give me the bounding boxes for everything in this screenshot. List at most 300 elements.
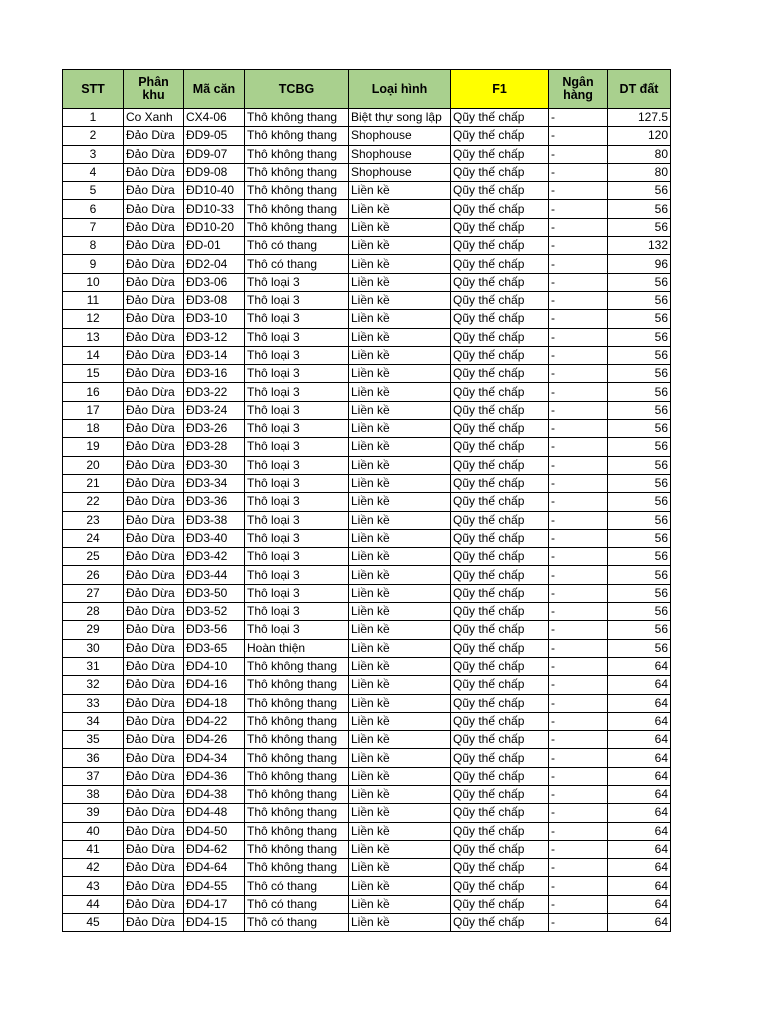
cell-ngan-hang: - (549, 145, 608, 163)
cell-loai-hinh: Liền kề (349, 676, 451, 694)
cell-phan-khu: Đảo Dừa (124, 767, 184, 785)
table-row (63, 255, 671, 273)
table-row (63, 401, 671, 419)
cell-f1: Qũy thế chấp (451, 511, 549, 529)
cell-tcbg: Thô không thang (245, 822, 349, 840)
cell-loai-hinh: Liền kề (349, 822, 451, 840)
cell-dt-dat: 56 (608, 639, 671, 657)
cell-f1: Qũy thế chấp (451, 438, 549, 456)
cell-ma-can: ĐD3-65 (184, 639, 245, 657)
cell-tcbg: Thô không thang (245, 749, 349, 767)
cell-tcbg: Thô không thang (245, 657, 349, 675)
cell-f1: Qũy thế chấp (451, 529, 549, 547)
cell-ngan-hang: - (549, 676, 608, 694)
cell-ngan-hang: - (549, 731, 608, 749)
cell-tcbg: Thô loại 3 (245, 621, 349, 639)
cell-f1: Qũy thế chấp (451, 291, 549, 309)
table-row (63, 310, 671, 328)
cell-ma-can: ĐD3-36 (184, 493, 245, 511)
cell-ngan-hang: - (549, 840, 608, 858)
cell-loai-hinh: Liền kề (349, 401, 451, 419)
table-row (63, 840, 671, 858)
cell-ma-can: ĐD4-36 (184, 767, 245, 785)
cell-loai-hinh: Liền kề (349, 383, 451, 401)
cell-dt-dat: 64 (608, 914, 671, 932)
cell-ngan-hang: - (549, 639, 608, 657)
cell-f1: Qũy thế chấp (451, 749, 549, 767)
table-row (63, 200, 671, 218)
cell-ngan-hang: - (549, 273, 608, 291)
cell-f1: Qũy thế chấp (451, 346, 549, 364)
cell-ma-can: ĐD3-30 (184, 456, 245, 474)
cell-stt: 2 (63, 127, 124, 145)
table-row (63, 749, 671, 767)
cell-stt: 41 (63, 840, 124, 858)
cell-loai-hinh: Shophouse (349, 145, 451, 163)
cell-stt: 10 (63, 273, 124, 291)
cell-ma-can: ĐD4-55 (184, 877, 245, 895)
cell-phan-khu: Đảo Dừa (124, 749, 184, 767)
header-tcbg: TCBG (245, 70, 349, 109)
cell-loai-hinh: Liền kề (349, 621, 451, 639)
cell-dt-dat: 56 (608, 474, 671, 492)
cell-tcbg: Thô loại 3 (245, 401, 349, 419)
cell-f1: Qũy thế chấp (451, 310, 549, 328)
table-row (63, 657, 671, 675)
cell-tcbg: Thô không thang (245, 859, 349, 877)
cell-stt: 12 (63, 310, 124, 328)
cell-f1: Qũy thế chấp (451, 822, 549, 840)
cell-loai-hinh: Liền kề (349, 255, 451, 273)
cell-dt-dat: 56 (608, 273, 671, 291)
cell-ma-can: ĐD10-33 (184, 200, 245, 218)
header-loai-hinh: Loại hình (349, 70, 451, 109)
cell-f1: Qũy thế chấp (451, 603, 549, 621)
cell-f1: Qũy thế chấp (451, 657, 549, 675)
cell-loai-hinh: Liền kề (349, 200, 451, 218)
cell-ma-can: ĐD3-28 (184, 438, 245, 456)
cell-tcbg: Thô loại 3 (245, 420, 349, 438)
cell-phan-khu: Đảo Dừa (124, 511, 184, 529)
table-row (63, 474, 671, 492)
cell-ma-can: CX4-06 (184, 109, 245, 127)
cell-f1: Qũy thế chấp (451, 401, 549, 419)
cell-loai-hinh: Liền kề (349, 438, 451, 456)
cell-ma-can: ĐD4-10 (184, 657, 245, 675)
cell-ma-can: ĐD9-05 (184, 127, 245, 145)
cell-loai-hinh: Liền kề (349, 365, 451, 383)
cell-stt: 24 (63, 529, 124, 547)
cell-f1: Qũy thế chấp (451, 182, 549, 200)
header-phan-khu: Phân khu (124, 70, 184, 109)
cell-ma-can: ĐD3-16 (184, 365, 245, 383)
cell-stt: 34 (63, 712, 124, 730)
cell-loai-hinh: Liền kề (349, 840, 451, 858)
cell-stt: 22 (63, 493, 124, 511)
cell-loai-hinh: Liền kề (349, 328, 451, 346)
cell-phan-khu: Đảo Dừa (124, 804, 184, 822)
cell-dt-dat: 56 (608, 511, 671, 529)
cell-stt: 1 (63, 109, 124, 127)
cell-tcbg: Hoàn thiện (245, 639, 349, 657)
cell-dt-dat: 80 (608, 163, 671, 181)
cell-ngan-hang: - (549, 255, 608, 273)
header-ma-can: Mã căn (184, 70, 245, 109)
cell-dt-dat: 56 (608, 584, 671, 602)
cell-ngan-hang: - (549, 785, 608, 803)
cell-loai-hinh: Liền kề (349, 694, 451, 712)
cell-loai-hinh: Liền kề (349, 859, 451, 877)
cell-f1: Qũy thế chấp (451, 676, 549, 694)
cell-ngan-hang: - (549, 493, 608, 511)
table-row (63, 895, 671, 913)
cell-ngan-hang: - (549, 914, 608, 932)
cell-ma-can: ĐD3-38 (184, 511, 245, 529)
cell-tcbg: Thô có thang (245, 237, 349, 255)
cell-phan-khu: Đảo Dừa (124, 346, 184, 364)
cell-phan-khu: Đảo Dừa (124, 859, 184, 877)
table-row (63, 182, 671, 200)
cell-ngan-hang: - (549, 109, 608, 127)
cell-dt-dat: 64 (608, 895, 671, 913)
cell-tcbg: Thô loại 3 (245, 438, 349, 456)
cell-stt: 4 (63, 163, 124, 181)
cell-ngan-hang: - (549, 310, 608, 328)
cell-f1: Qũy thế chấp (451, 163, 549, 181)
cell-loai-hinh: Liền kề (349, 603, 451, 621)
cell-ngan-hang: - (549, 365, 608, 383)
cell-ma-can: ĐD4-22 (184, 712, 245, 730)
cell-ma-can: ĐD4-34 (184, 749, 245, 767)
cell-loai-hinh: Liền kề (349, 584, 451, 602)
cell-stt: 45 (63, 914, 124, 932)
cell-f1: Qũy thế chấp (451, 200, 549, 218)
header-row (63, 70, 671, 109)
cell-ma-can: ĐD3-10 (184, 310, 245, 328)
cell-dt-dat: 56 (608, 603, 671, 621)
cell-dt-dat: 56 (608, 456, 671, 474)
cell-phan-khu: Đảo Dừa (124, 584, 184, 602)
cell-ngan-hang: - (549, 401, 608, 419)
cell-tcbg: Thô không thang (245, 163, 349, 181)
cell-f1: Qũy thế chấp (451, 895, 549, 913)
cell-stt: 15 (63, 365, 124, 383)
cell-dt-dat: 64 (608, 731, 671, 749)
cell-ngan-hang: - (549, 127, 608, 145)
table-row (63, 291, 671, 309)
cell-tcbg: Thô không thang (245, 694, 349, 712)
cell-phan-khu: Đảo Dừa (124, 493, 184, 511)
cell-tcbg: Thô loại 3 (245, 346, 349, 364)
cell-f1: Qũy thế chấp (451, 566, 549, 584)
cell-ma-can: ĐD4-64 (184, 859, 245, 877)
cell-ma-can: ĐD3-56 (184, 621, 245, 639)
cell-dt-dat: 56 (608, 420, 671, 438)
cell-dt-dat: 56 (608, 310, 671, 328)
cell-ngan-hang: - (549, 566, 608, 584)
cell-loai-hinh: Liền kề (349, 804, 451, 822)
cell-phan-khu: Đảo Dừa (124, 548, 184, 566)
cell-phan-khu: Đảo Dừa (124, 237, 184, 255)
cell-tcbg: Thô không thang (245, 785, 349, 803)
cell-dt-dat: 56 (608, 182, 671, 200)
cell-f1: Qũy thế chấp (451, 785, 549, 803)
cell-phan-khu: Đảo Dừa (124, 145, 184, 163)
cell-ngan-hang: - (549, 346, 608, 364)
cell-ngan-hang: - (549, 804, 608, 822)
cell-phan-khu: Đảo Dừa (124, 603, 184, 621)
cell-dt-dat: 64 (608, 840, 671, 858)
cell-dt-dat: 64 (608, 859, 671, 877)
cell-dt-dat: 80 (608, 145, 671, 163)
cell-tcbg: Thô có thang (245, 895, 349, 913)
cell-stt: 7 (63, 218, 124, 236)
cell-loai-hinh: Liền kề (349, 639, 451, 657)
cell-ngan-hang: - (549, 584, 608, 602)
cell-phan-khu: Đảo Dừa (124, 163, 184, 181)
cell-ma-can: ĐD-01 (184, 237, 245, 255)
cell-dt-dat: 64 (608, 694, 671, 712)
cell-loai-hinh: Liền kề (349, 548, 451, 566)
table-row (63, 804, 671, 822)
cell-ngan-hang: - (549, 712, 608, 730)
table-row (63, 566, 671, 584)
cell-ngan-hang: - (549, 822, 608, 840)
cell-ngan-hang: - (549, 182, 608, 200)
cell-stt: 20 (63, 456, 124, 474)
cell-tcbg: Thô loại 3 (245, 584, 349, 602)
cell-f1: Qũy thế chấp (451, 420, 549, 438)
cell-tcbg: Thô không thang (245, 712, 349, 730)
cell-phan-khu: Đảo Dừa (124, 365, 184, 383)
table-row (63, 914, 671, 932)
cell-phan-khu: Đảo Dừa (124, 731, 184, 749)
cell-phan-khu: Đảo Dừa (124, 712, 184, 730)
cell-ma-can: ĐD2-04 (184, 255, 245, 273)
cell-dt-dat: 56 (608, 346, 671, 364)
cell-phan-khu: Đảo Dừa (124, 621, 184, 639)
cell-f1: Qũy thế chấp (451, 145, 549, 163)
cell-f1: Qũy thế chấp (451, 218, 549, 236)
cell-stt: 23 (63, 511, 124, 529)
cell-tcbg: Thô không thang (245, 767, 349, 785)
cell-dt-dat: 64 (608, 749, 671, 767)
table-row (63, 383, 671, 401)
cell-phan-khu: Đảo Dừa (124, 310, 184, 328)
cell-ngan-hang: - (549, 328, 608, 346)
cell-phan-khu: Đảo Dừa (124, 474, 184, 492)
cell-ngan-hang: - (549, 529, 608, 547)
cell-ma-can: ĐD3-08 (184, 291, 245, 309)
cell-f1: Qũy thế chấp (451, 639, 549, 657)
cell-ma-can: ĐD4-62 (184, 840, 245, 858)
table-row (63, 237, 671, 255)
cell-loai-hinh: Liền kề (349, 657, 451, 675)
cell-tcbg: Thô không thang (245, 218, 349, 236)
cell-f1: Qũy thế chấp (451, 712, 549, 730)
cell-loai-hinh: Shophouse (349, 127, 451, 145)
cell-ma-can: ĐD4-48 (184, 804, 245, 822)
table-row (63, 859, 671, 877)
cell-tcbg: Thô loại 3 (245, 291, 349, 309)
cell-stt: 39 (63, 804, 124, 822)
cell-stt: 16 (63, 383, 124, 401)
cell-ma-can: ĐD9-08 (184, 163, 245, 181)
table-row (63, 822, 671, 840)
cell-loai-hinh: Liền kề (349, 529, 451, 547)
cell-f1: Qũy thế chấp (451, 456, 549, 474)
cell-dt-dat: 56 (608, 365, 671, 383)
cell-f1: Qũy thế chấp (451, 109, 549, 127)
cell-loai-hinh: Liền kề (349, 474, 451, 492)
cell-tcbg: Thô loại 3 (245, 310, 349, 328)
cell-stt: 19 (63, 438, 124, 456)
cell-ngan-hang: - (549, 877, 608, 895)
cell-loai-hinh: Liền kề (349, 914, 451, 932)
cell-ma-can: ĐD3-22 (184, 383, 245, 401)
cell-phan-khu: Đảo Dừa (124, 420, 184, 438)
cell-loai-hinh: Liền kề (349, 310, 451, 328)
cell-ma-can: ĐD4-16 (184, 676, 245, 694)
cell-tcbg: Thô có thang (245, 877, 349, 895)
cell-dt-dat: 56 (608, 566, 671, 584)
cell-ngan-hang: - (549, 200, 608, 218)
cell-phan-khu: Đảo Dừa (124, 200, 184, 218)
cell-tcbg: Thô loại 3 (245, 548, 349, 566)
cell-phan-khu: Đảo Dừa (124, 676, 184, 694)
cell-tcbg: Thô không thang (245, 731, 349, 749)
cell-tcbg: Thô loại 3 (245, 493, 349, 511)
table-row (63, 877, 671, 895)
cell-loai-hinh: Liền kề (349, 877, 451, 895)
cell-phan-khu: Đảo Dừa (124, 657, 184, 675)
table-row (63, 767, 671, 785)
cell-tcbg: Thô không thang (245, 127, 349, 145)
cell-f1: Qũy thế chấp (451, 273, 549, 291)
cell-ngan-hang: - (549, 511, 608, 529)
cell-ma-can: ĐD4-38 (184, 785, 245, 803)
cell-dt-dat: 64 (608, 785, 671, 803)
table-row (63, 346, 671, 364)
cell-phan-khu: Co Xanh (124, 109, 184, 127)
cell-phan-khu: Đảo Dừa (124, 273, 184, 291)
cell-tcbg: Thô loại 3 (245, 273, 349, 291)
cell-stt: 17 (63, 401, 124, 419)
cell-dt-dat: 56 (608, 291, 671, 309)
table-row (63, 145, 671, 163)
cell-phan-khu: Đảo Dừa (124, 914, 184, 932)
cell-phan-khu: Đảo Dừa (124, 255, 184, 273)
cell-ngan-hang: - (549, 456, 608, 474)
header-stt: STT (63, 70, 124, 109)
cell-dt-dat: 56 (608, 621, 671, 639)
cell-f1: Qũy thế chấp (451, 493, 549, 511)
cell-loai-hinh: Liền kề (349, 420, 451, 438)
cell-loai-hinh: Liền kề (349, 237, 451, 255)
cell-dt-dat: 120 (608, 127, 671, 145)
table-row (63, 785, 671, 803)
cell-stt: 31 (63, 657, 124, 675)
cell-f1: Qũy thế chấp (451, 255, 549, 273)
cell-stt: 37 (63, 767, 124, 785)
cell-tcbg: Thô có thang (245, 255, 349, 273)
cell-ma-can: ĐD3-50 (184, 584, 245, 602)
cell-phan-khu: Đảo Dừa (124, 438, 184, 456)
cell-ngan-hang: - (549, 603, 608, 621)
cell-ngan-hang: - (549, 749, 608, 767)
table-row (63, 163, 671, 181)
cell-stt: 40 (63, 822, 124, 840)
cell-stt: 13 (63, 328, 124, 346)
cell-ngan-hang: - (549, 767, 608, 785)
cell-tcbg: Thô loại 3 (245, 383, 349, 401)
cell-dt-dat: 132 (608, 237, 671, 255)
cell-f1: Qũy thế chấp (451, 914, 549, 932)
cell-stt: 32 (63, 676, 124, 694)
cell-ngan-hang: - (549, 163, 608, 181)
cell-dt-dat: 64 (608, 657, 671, 675)
cell-ngan-hang: - (549, 438, 608, 456)
table-row (63, 676, 671, 694)
cell-tcbg: Thô không thang (245, 840, 349, 858)
cell-phan-khu: Đảo Dừa (124, 328, 184, 346)
cell-dt-dat: 56 (608, 218, 671, 236)
table-row (63, 218, 671, 236)
cell-ma-can: ĐD10-20 (184, 218, 245, 236)
cell-f1: Qũy thế chấp (451, 877, 549, 895)
table-row (63, 365, 671, 383)
cell-loai-hinh: Liền kề (349, 291, 451, 309)
cell-dt-dat: 64 (608, 822, 671, 840)
cell-tcbg: Thô loại 3 (245, 456, 349, 474)
cell-ma-can: ĐD3-24 (184, 401, 245, 419)
header-dt-dat: DT đất (608, 70, 671, 109)
cell-loai-hinh: Liền kề (349, 731, 451, 749)
cell-ngan-hang: - (549, 474, 608, 492)
cell-stt: 38 (63, 785, 124, 803)
cell-stt: 18 (63, 420, 124, 438)
cell-stt: 25 (63, 548, 124, 566)
table-row (63, 731, 671, 749)
cell-dt-dat: 127.5 (608, 109, 671, 127)
cell-loai-hinh: Liền kề (349, 346, 451, 364)
table-row (63, 127, 671, 145)
cell-ngan-hang: - (549, 291, 608, 309)
cell-dt-dat: 56 (608, 200, 671, 218)
cell-dt-dat: 64 (608, 877, 671, 895)
cell-ngan-hang: - (549, 895, 608, 913)
cell-ngan-hang: - (549, 621, 608, 639)
cell-tcbg: Thô không thang (245, 804, 349, 822)
cell-f1: Qũy thế chấp (451, 328, 549, 346)
cell-ma-can: ĐD3-44 (184, 566, 245, 584)
cell-phan-khu: Đảo Dừa (124, 877, 184, 895)
cell-tcbg: Thô không thang (245, 109, 349, 127)
cell-phan-khu: Đảo Dừa (124, 822, 184, 840)
cell-loai-hinh: Biệt thự song lập (349, 109, 451, 127)
cell-stt: 6 (63, 200, 124, 218)
cell-ma-can: ĐD10-40 (184, 182, 245, 200)
cell-loai-hinh: Liền kề (349, 749, 451, 767)
header-f1: F1 (451, 70, 549, 109)
cell-dt-dat: 56 (608, 328, 671, 346)
cell-loai-hinh: Liền kề (349, 456, 451, 474)
table-row (63, 511, 671, 529)
cell-stt: 29 (63, 621, 124, 639)
cell-loai-hinh: Liền kề (349, 273, 451, 291)
cell-tcbg: Thô không thang (245, 676, 349, 694)
cell-dt-dat: 64 (608, 712, 671, 730)
